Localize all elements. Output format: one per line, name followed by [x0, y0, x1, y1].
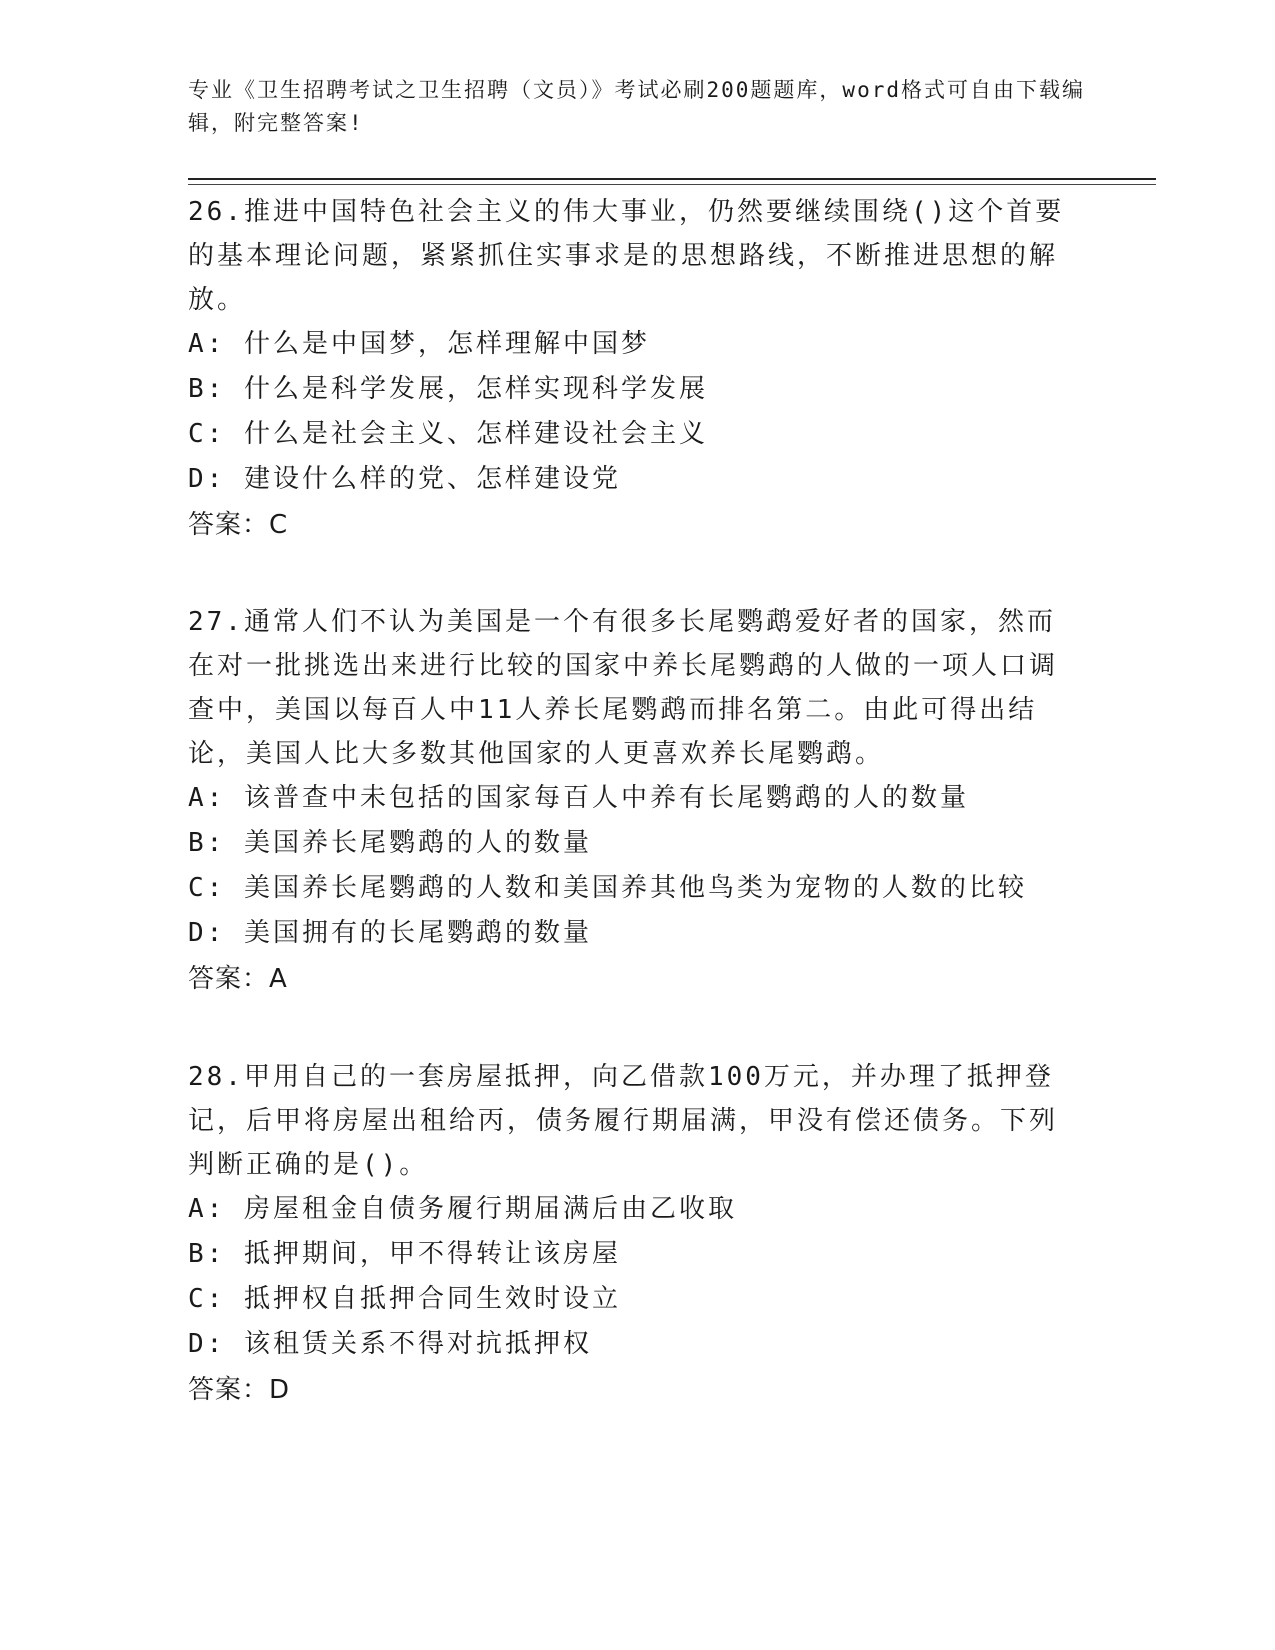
option-b: B: 美国养长尾鹦鹉的人的数量: [188, 828, 592, 858]
question-27: [188, 600, 1068, 1002]
question-stem: 28.甲用自己的一套房屋抵押，向乙借款100万元，并办理了抵押登记，后甲将房屋出租给丙，债务履行期届满，甲没有偿还债务。下列判断正确的是()。: [188, 1062, 1059, 1180]
question-28: [188, 1055, 1068, 1413]
option-a: A: 房屋租金自债务履行期届满后由乙收取: [188, 1194, 737, 1224]
option-a: A: 什么是中国梦，怎样理解中国梦: [188, 329, 650, 359]
option-b: B: 抵押期间，甲不得转让该房屋: [188, 1239, 621, 1269]
option-d: D: 该租赁关系不得对抗抵押权: [188, 1329, 592, 1359]
answer-line: 答案：A: [188, 964, 288, 994]
header-divider-thin: [188, 184, 1156, 185]
option-d: D: 美国拥有的长尾鹦鹉的数量: [188, 918, 592, 948]
option-a: A: 该普查中未包括的国家每百人中养有长尾鹦鹉的人的数量: [188, 783, 969, 813]
question-stem: 27.通常人们不认为美国是一个有很多长尾鹦鹉爱好者的国家，然而在对一批挑选出来进行比较的国家中养长尾鹦鹉的人做的一项人口调查中，美国以每百人中11人养长尾鹦鹉而排名第二。由此可得出结论，美国人比大多数其他国家的人更喜欢养长尾鹦鹉。: [188, 607, 1059, 769]
answer-line: 答案：C: [188, 510, 289, 540]
answer-line: 答案：D: [188, 1375, 291, 1405]
header-divider-thick: [188, 178, 1156, 180]
option-c: C: 什么是社会主义、怎样建设社会主义: [188, 419, 708, 449]
question-26: [188, 190, 1068, 548]
option-c: C: 抵押权自抵押合同生效时设立: [188, 1284, 621, 1314]
option-d: D: 建设什么样的党、怎样建设党: [188, 464, 621, 494]
option-b: B: 什么是科学发展，怎样实现科学发展: [188, 374, 708, 404]
document-header: 专业《卫生招聘考试之卫生招聘（文员）》考试必刷200题题库，word格式可自由下载编辑，附完整答案!: [188, 78, 1085, 135]
option-c: C: 美国养长尾鹦鹉的人数和美国养其他鸟类为宠物的人数的比较: [188, 873, 1027, 903]
question-stem: 26.推进中国特色社会主义的伟大事业，仍然要继续围绕()这个首要的基本理论问题，紧紧抓住实事求是的思想路线，不断推进思想的解放。: [188, 197, 1065, 315]
